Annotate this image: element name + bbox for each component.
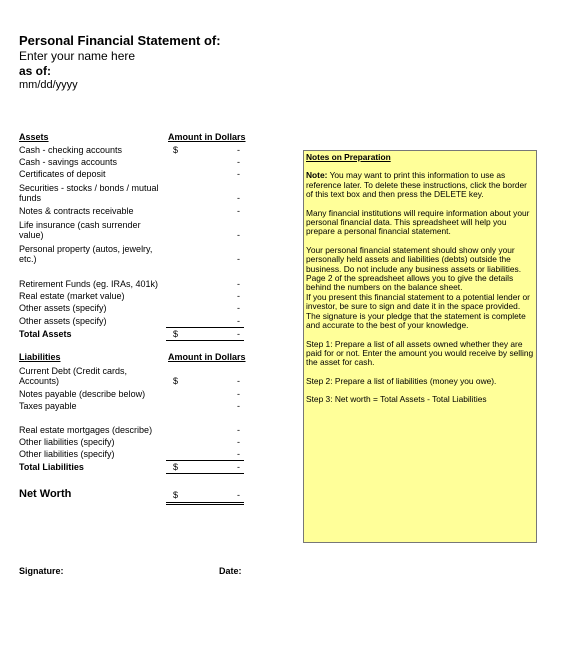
asset-row-securities: Securities - stocks / bonds / mutual [19, 183, 159, 193]
net-worth-label: Net Worth [19, 488, 72, 500]
liabilities-heading: Liabilities [19, 352, 61, 362]
asset-row-real-estate: Real estate (market value) [19, 291, 125, 301]
asset-amount-real-estate[interactable]: - [237, 291, 240, 301]
asset-amount-securities[interactable]: - [237, 193, 240, 203]
asset-row-personal-property-line2: etc.) [19, 254, 37, 264]
liability-amount-other-1[interactable]: - [237, 437, 240, 447]
asset-amount-other-1[interactable]: - [237, 303, 240, 313]
total-liabilities-amount: - [237, 462, 240, 472]
notes-step-2: Step 2: Prepare a list of liabilities (money you owe). [306, 375, 497, 386]
asset-row-securities-line2: funds [19, 193, 42, 203]
statement-title: Personal Financial Statement of: [19, 33, 221, 48]
total-liabilities-label: Total Liabilities [19, 462, 84, 472]
liabilities-total-line [166, 473, 244, 474]
asset-row-checking: Cash - checking accounts [19, 145, 123, 155]
notes-title: Notes on Preparation [306, 152, 391, 162]
assets-heading: Assets [19, 132, 49, 142]
asset-amount-checking[interactable]: - [237, 145, 240, 155]
as-of-label: as of: [19, 64, 52, 78]
liability-currency-current-debt: $ [173, 376, 179, 386]
asset-amount-notes[interactable]: - [237, 206, 240, 216]
liability-amount-other-2[interactable]: - [237, 449, 240, 459]
asset-row-retirement: Retirement Funds (eg. IRAs, 401k) [19, 279, 159, 289]
net-worth-amount: - [237, 490, 240, 500]
date-field[interactable]: mm/dd/yyyy [19, 79, 78, 91]
notes-on-preparation-box[interactable] [303, 150, 537, 543]
liabilities-subtotal-line [166, 460, 244, 461]
note-label: Note: [306, 170, 328, 181]
liability-amount-current-debt[interactable]: - [237, 376, 240, 386]
date-label: Date: [219, 566, 242, 576]
net-worth-currency: $ [173, 490, 179, 500]
liability-row-notes-payable: Notes payable (describe below) [19, 389, 146, 399]
asset-row-other-2: Other assets (specify) [19, 316, 107, 326]
total-liabilities-currency: $ [173, 462, 179, 472]
liability-amount-notes-payable[interactable]: - [237, 389, 240, 399]
asset-row-life-insurance: Life insurance (cash surrender [19, 220, 141, 230]
notes-paragraph-3b: Page 2 of the spreadsheet allows you to give the details behind the numbers on the balance sheet. [306, 273, 514, 293]
liability-row-other-1: Other liabilities (specify) [19, 437, 115, 447]
asset-amount-retirement[interactable]: - [237, 279, 240, 289]
assets-subtotal-line [166, 327, 244, 328]
total-assets-currency: $ [173, 329, 179, 339]
asset-amount-cd[interactable]: - [237, 169, 240, 179]
notes-paragraph-3a: Your personal financial statement should show only your personally held assets and liabilities (debts) outside the business. Do not include any business assets or liabilities. [306, 244, 522, 274]
liability-row-mortgages: Real estate mortgages (describe) [19, 425, 153, 435]
assets-amount-heading: Amount in Dollars [168, 132, 246, 142]
notes-step-1: Step 1: Prepare a list of all assets owned whether they are paid for or not. Enter the amount you would receive by selling the asset for cash. [306, 338, 534, 368]
notes-step-3: Step 3: Net worth = Total Assets - Total Liabilities [306, 394, 487, 405]
asset-row-savings: Cash - savings accounts [19, 157, 118, 167]
asset-currency-checking: $ [173, 145, 179, 155]
notes-paragraph-3c: If you present this financial statement to a potential lender or investor, be sure to sign and date it in the space provided. The signature is your pledge that the statement is complete and accurate to the best of your knowledge. [306, 291, 530, 331]
notes-paragraph-2: Many financial institutions will require information about your personal financial data. This spreadsheet will help you prepare a personal financial statement. [306, 207, 530, 237]
asset-amount-life-insurance[interactable]: - [237, 230, 240, 240]
liability-row-current-debt: Current Debt (Credit cards, [19, 366, 128, 376]
note-text: You may want to print this information to use as reference later. To delete these instructions, click the border of this text box and then press the DELETE key. [306, 170, 527, 200]
asset-amount-other-2[interactable]: - [237, 316, 240, 326]
liability-amount-taxes[interactable]: - [237, 401, 240, 411]
liability-amount-mortgages[interactable]: - [237, 425, 240, 435]
liability-row-other-2: Other liabilities (specify) [19, 449, 115, 459]
net-worth-line-1 [166, 502, 244, 503]
signature-label: Signature: [19, 566, 64, 576]
asset-amount-personal-property[interactable]: - [237, 254, 240, 264]
asset-row-life-insurance-line2: value) [19, 230, 44, 240]
total-assets-label: Total Assets [19, 329, 72, 339]
asset-row-personal-property: Personal property (autos, jewelry, [19, 244, 153, 254]
total-assets-amount: - [237, 329, 240, 339]
asset-amount-savings[interactable]: - [237, 157, 240, 167]
liability-row-current-debt-line2: Accounts) [19, 376, 60, 386]
asset-row-other-1: Other assets (specify) [19, 303, 107, 313]
notes-paragraph-1 [306, 171, 534, 199]
liability-row-taxes: Taxes payable [19, 401, 77, 411]
asset-row-notes: Notes & contracts receivable [19, 206, 134, 216]
name-field[interactable]: Enter your name here [19, 49, 136, 63]
assets-total-line [166, 340, 244, 341]
liabilities-amount-heading: Amount in Dollars [168, 352, 246, 362]
net-worth-line-2 [166, 504, 244, 505]
asset-row-cd: Certificates of deposit [19, 169, 106, 179]
